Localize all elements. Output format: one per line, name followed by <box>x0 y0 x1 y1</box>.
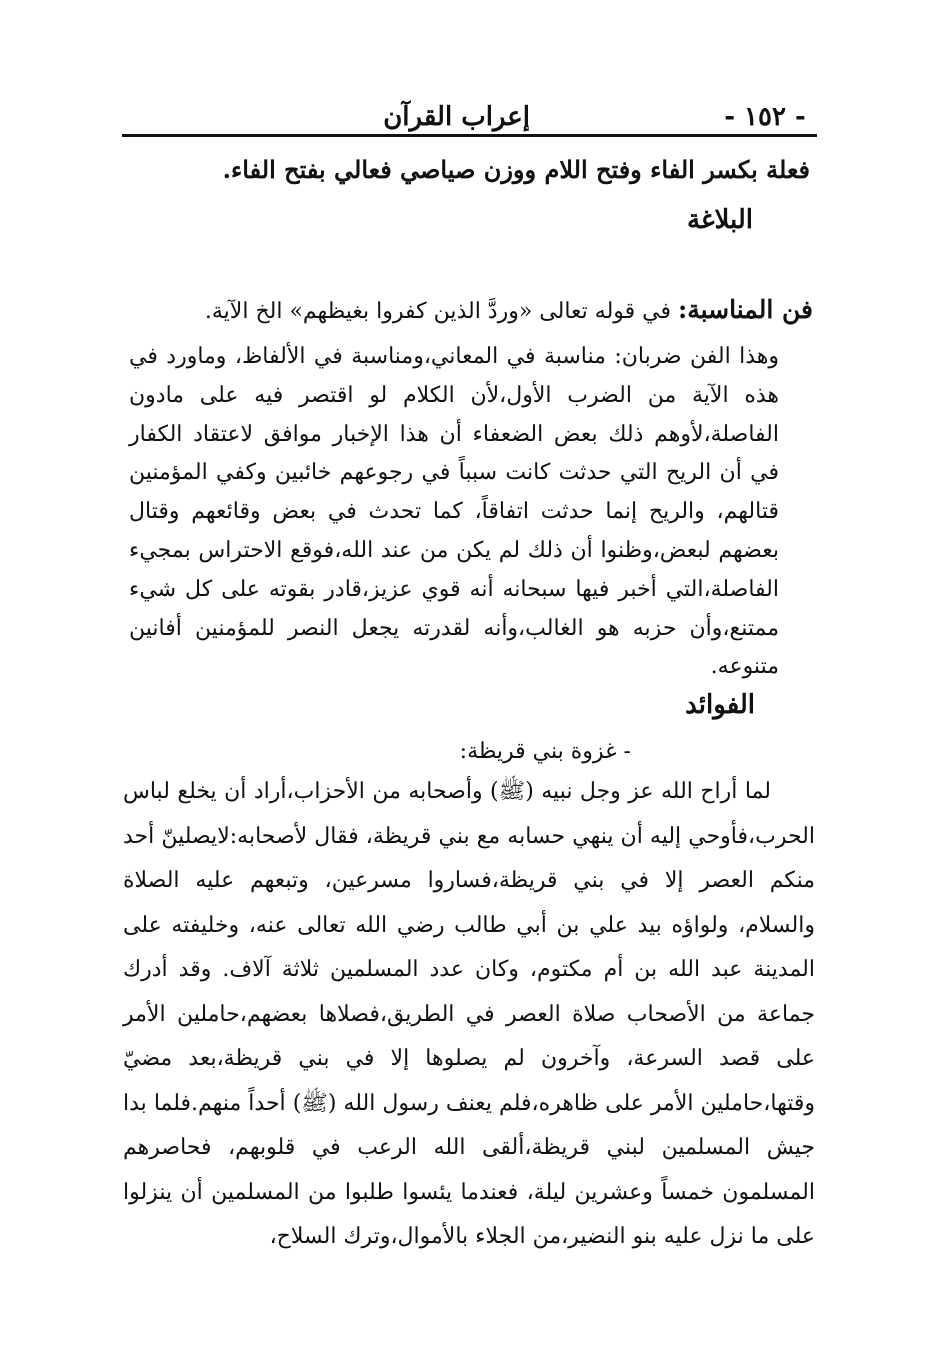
munasaba-text: في قوله تعالى «وردَّ الذين كفروا بغيظهم» الخ الآية. <box>204 299 678 324</box>
munasaba-lead: فن المناسبة: <box>678 295 813 324</box>
balagha-paragraph: وهذا الفن ضربان: مناسبة في المعاني،ومناسبة في الألفاظ، وماورد في هذه الآية من الضرب الأول،لأن الكلام لو اقتصر فيه على مادون الفاصلة،لأوهم ذلك بعض الضعفاء أن هذا الإخبار موافق لاعتقاد الكفار في أن الريح التي حدثت كانت سبباً في رجوعهم خائبين وكفي المؤمنين قتالهم، والريح إنما حدثت اتفاقاً، كما تحدث في بعض وقائعهم وقتال بعضهم لبعض،وظنوا أن ذلك لم يكن من عند الله،فوقع الاحتراس بمجيء الفاصلة،التي أخبر فيها سبحانه أنه قوي عزيز،قادر بقوته على كل شيء ممتنع،وأن حزبه هو الغالب،وأنه لقدرته يجعل النصر للمؤمنين أفانين متنوعه. <box>129 344 779 680</box>
header-divider <box>122 134 817 137</box>
fawaid-paragraph: لما أراح الله عز وجل نبيه (ﷺ) وأصحابه من الأحزاب،أراد أن يخلع لباس الحرب،فأوحي إليه أن ينهي حسابه مع بني قريظة، فقال لأصحابه:لايصلينّ أحد منكم العصر إلا في بني قريظة،فساروا مسرعين، وتبعهم عليه الصلاة والسلام، ولواؤه بيد علي بن أبي طالب رضي الله تعالى عنه، وخليفته على المدينة عبد الله بن أم مكتوم، وكان عدد المسلمين ثلاثة آلاف. وقد أدرك جماعة من الأصحاب صلاة العصر في الطريق،فصلاها بعضهم،حاملين الأمر على قصد السرعة، وآخرون لم يصلوها إلا في بني قريظة،بعد مضيّ وقتها،حاملين الأمر على ظاهره،فلم يعنف رسول الله (ﷺ) أحداً منهم.فلما بدا جيش المسلمين لبني قريظة،ألقى الله الرعب في قلوبهم، فحاصرهم المسلمون خمساً وعشرين ليلة، فعندما يئسوا طلبوا من المسلمين أن ينزلوا على ما نزل عليه بنو النضير،من الجلاء بالأموال،وترك السلاح، <box>123 779 815 1249</box>
fawaid-subheading: - غزوة بني قريظة: <box>459 739 631 764</box>
munasaba-line <box>113 290 813 332</box>
continuation-text: فعلة بكسر الفاء وفتح اللام ووزن صياصي فعالي بفتح الفاء. <box>222 155 810 184</box>
fawaid-heading: الفوائد <box>685 690 755 720</box>
balagha-heading: البلاغة <box>686 205 753 235</box>
page-number: - ١٥٢ - <box>724 102 806 132</box>
book-title: إعراب القرآن <box>383 102 530 132</box>
page-header <box>120 92 820 132</box>
